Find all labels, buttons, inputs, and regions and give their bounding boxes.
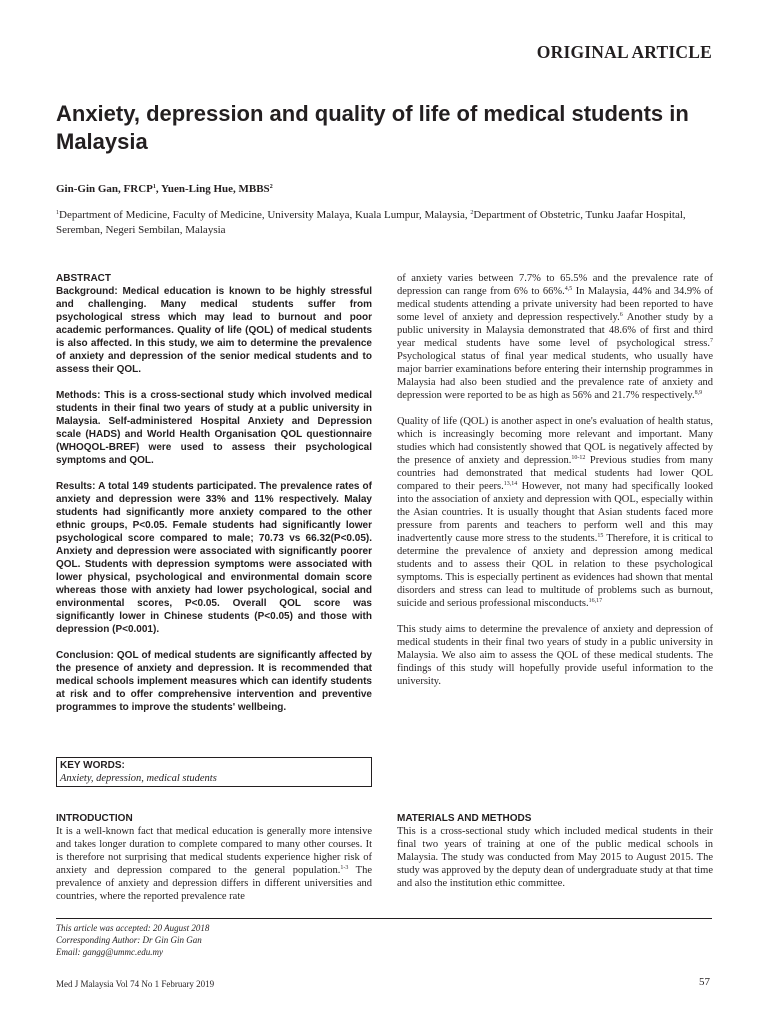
keywords-text: Anxiety, depression, medical students [60,773,217,784]
intro-citation: 1-3 [340,865,349,871]
footnote-divider [56,918,712,919]
authors-line [56,183,273,195]
affil-1-text: Department of Medicine, Faculty of Medicine, University Malaya, Kuala Lumpur, Malaysia, [59,209,471,221]
author-1-affil-ref: 1 [152,184,156,190]
p1-text-a: of anxiety varies between 7.7% to 65.5% and the prevalence rate of depression can range from 6% to 66%. [397,273,713,297]
p2-text-d: Therefore, it is critical to determine the prevalence of anxiety and depression among medical students and to assess their QOL in relation to these psychological symptoms. This is especially pertinent as evidences had shown that mental disorders and stress can lead to multitude of problems such as burnout, suicide and serious professional misconducts. [397,533,713,609]
author-2-affil-ref: 2 [269,184,273,190]
intro-text-b: The prevalence of anxiety and depression differs in different universities and countries, where the reported prevalence rate [56,865,373,902]
p2-cite-4: 16,17 [588,598,603,604]
methods-heading: MATERIALS AND METHODS [397,813,532,824]
introduction-block [56,812,372,903]
affil-2-text: Department of Obstetric, Tunku Jaafar Hospital, Seremban, Negeri Sembilan, Malaysia [56,209,686,236]
body-paragraph-1 [397,272,713,402]
affiliations [56,208,716,238]
p2-cite-3: 15 [597,533,604,539]
article-footnote [56,922,209,958]
p1-text-c: Another study by a public university in Malaysia demonstrated that 48.6% of first and third year medical students have some level of psychological stress. [397,312,713,349]
author-separator: , [155,183,161,195]
author-email: Email: gangg@ummc.edu.my [56,947,164,957]
article-title: Anxiety, depression and quality of life of medical students in Malaysia [56,101,689,154]
abstract-block [56,272,372,727]
article-type-label: ORIGINAL ARTICLE [536,42,712,62]
author-2-name: Yuen-Ling Hue, MBBS [160,183,270,195]
p1-cite-3: 7 [710,338,713,344]
journal-citation: Med J Malaysia Vol 74 No 1 February 2019 [56,979,215,989]
abstract-heading: ABSTRACT [56,273,111,284]
p2-text-a: Quality of life (QOL) is another aspect in one's evaluation of health status, which is increasingly becoming more relevant and important. Many studies which had consistently showed that QOL is negatively affected by the presence of anxiety and depression. [397,416,713,466]
p2-cite-1: 10-12 [571,455,586,461]
affil-1-marker: 1 [56,210,59,216]
intro-text-a: It is a well-known fact that medical education is generally more intensive and takes longer duration to complete compared to many other courses. It is therefore not surprising that medical students experience higher risk of anxiety and depression compared to the general population. [56,826,372,876]
methods-block [397,812,713,890]
accepted-date: This article was accepted: 20 August 2018 [56,923,210,933]
body-paragraph-2 [397,415,713,610]
p1-text-d: Psychological status of final year medical students, who usually have major barrier examinations before entering their internship programmes in Malaysia had also been studied and the prevalence rate of anxiety and depression were reported to be as high as 56% and 21.7% respectively. [397,351,713,401]
p2-text-b: Previous studies from many countries had demonstrated that medical students had lower QOL compared to their peers. [397,455,714,492]
p1-text-b: In Malaysia, 44% and 34.9% of medical students attending a private university had been reported to have some level of anxiety and depression respectively. [397,286,713,323]
keywords-heading: KEY WORDS: [60,760,125,771]
body-paragraph-3: This study aims to determine the prevalence of anxiety and depression of medical students in their final two years of study in a public university in Malaysia. We also aim to assess the QOL of these medical students. The findings of this study will hopefully provide useful information to the university. [397,624,713,687]
abstract-methods: Methods: This is a cross-sectional study which involved medical students in their final two years of study at a public university in Malaysia. Self-administered Hospital Anxiety and Depression scale (HADS) and World Health Organisation QOL questionnaire (WHOQOL-BREF) were used to assess their psychological symptoms and QOL. [56,390,372,466]
methods-paragraph: This is a cross-sectional study which included medical students in their final two years of training at one of the public medical schools in Malaysia. The study was conducted from May 2015 to August 2015. The study was approved by the deputy dean of undergraduate study at that time and also the institution ethic committee. [397,826,713,889]
abstract-results: Results: A total 149 students participated. The prevalence rates of anxiety and depression were 33% and 11% respectively. Malay students had significantly more anxiety compared to the other ethnic groups, P<0.05. Female students had significantly lower psychological score compared to male; 70.73 vs 66.32(P<0.05). Anxiety and depression were associated with significantly poorer QOL. Students with depression symptoms were associated with lower physical, psychological and environmental domain score whereas those with anxiety had lower psychological, social and environmental scores, P<0.05. Overall QOL score was significantly lower in Chinese students (P<0.05) and those with depression (P<0.001). [56,481,372,635]
p1-cite-1: 4,5 [564,286,573,292]
abstract-background: Background: Medical education is known to be highly stressful and challenging. Many medical students suffer from psychological stress which may lead to burnout and poor academic performances. Quality of life (QOL) of medical students is also affected. In this study, we aim to determine the prevalence of anxiety and depression of the senior medical students and to assess their QOL. [56,286,372,375]
introduction-paragraph [56,825,372,903]
right-column-body [397,272,713,688]
keywords-box [56,757,372,787]
page-number: 57 [699,976,710,988]
p1-cite-2: 6 [619,312,623,318]
p1-cite-4: 8,9 [694,390,703,396]
p2-text-c: However, not many had specifically looked into the association of anxiety and depression with QOL, especially within the Asian countries. It is usually thought that Asian students faced more pressure from parents and teachers to perform well and this may inadvertently cause more stress to the students. [397,481,713,544]
affil-2-marker: 2 [470,210,474,216]
author-1-name: Gin-Gin Gan, FRCP [56,183,153,195]
p2-cite-2: 13,14 [503,481,518,487]
abstract-conclusion: Conclusion: QOL of medical students are significantly affected by the presence of anxiety and depression. It is recommended that medical schools implement measures which can identify students at risk and to offer comprehensive intervention and preventive programmes to improve the students' wellbeing. [56,650,372,713]
corresponding-author: Corresponding Author: Dr Gin Gin Gan [56,935,202,945]
introduction-heading: INTRODUCTION [56,813,133,824]
